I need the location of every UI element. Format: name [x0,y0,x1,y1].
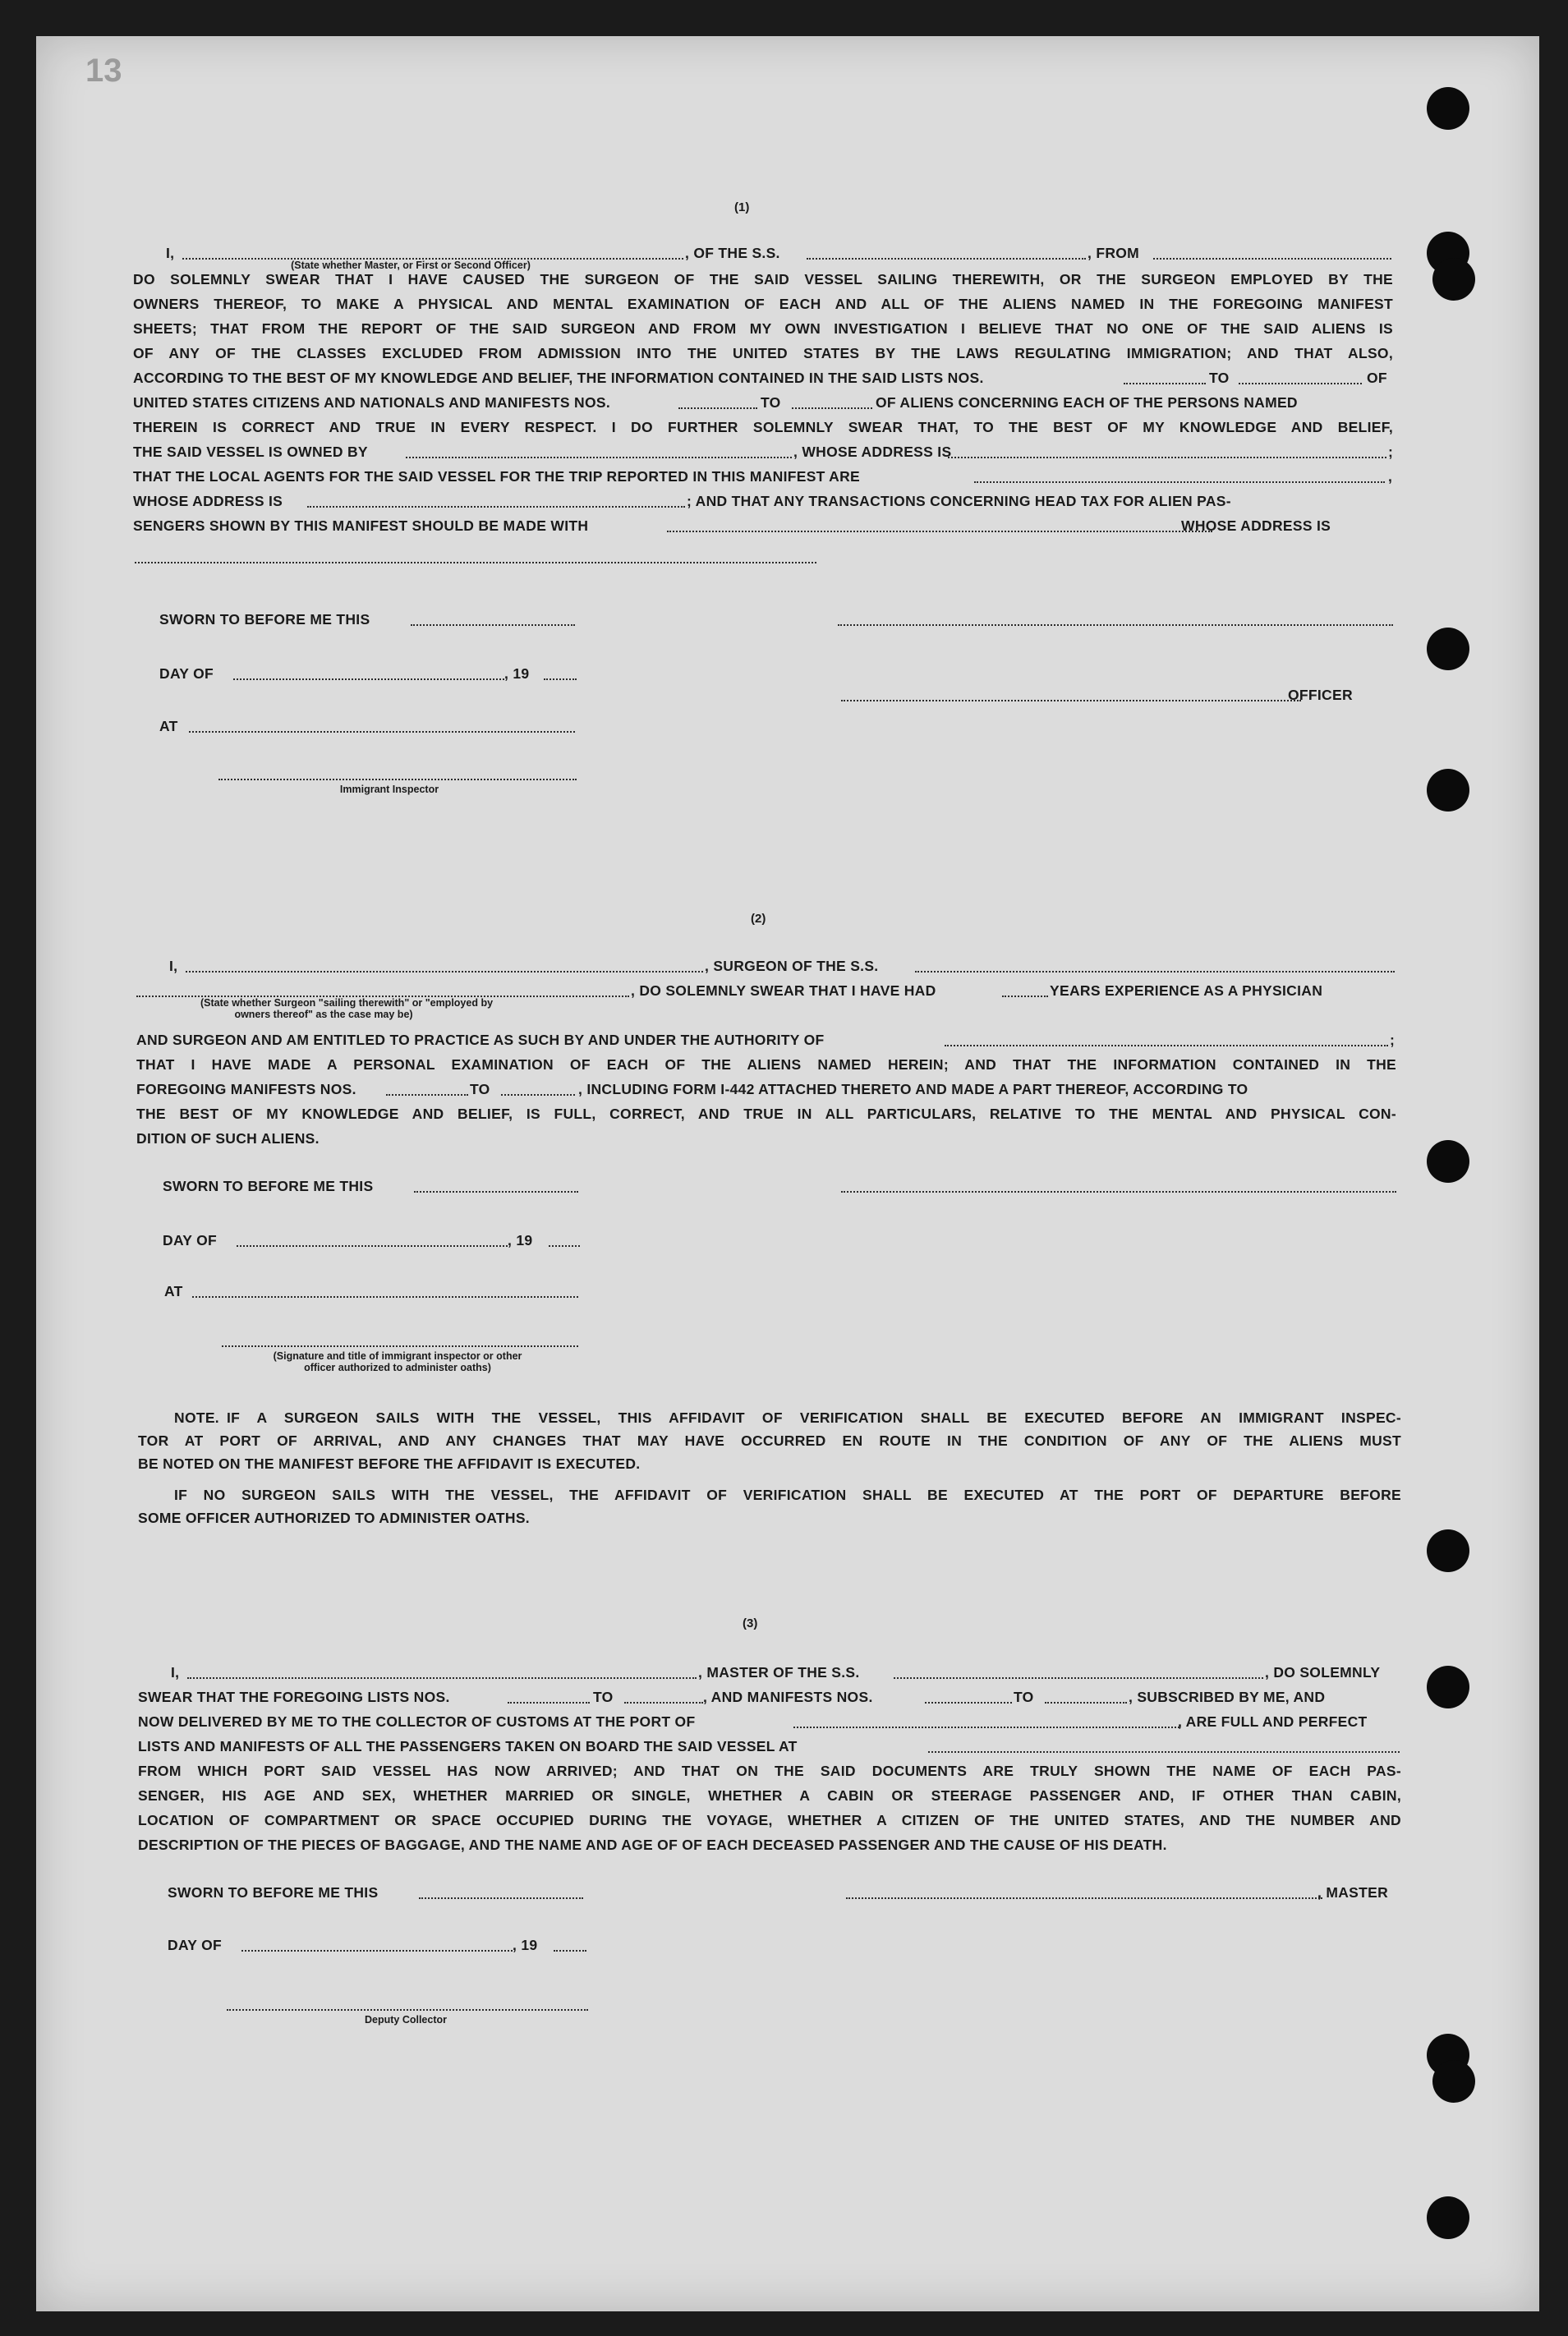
s3-text-line: DESCRIPTION OF THE PIECES OF BAGGAGE, AND THE NAME AND AGE OF OF EACH DECEASED PASSENGER AND THE CAUSE OF HIS DEATH. [138,1837,1167,1853]
s1-manifests-from-field[interactable] [678,407,757,409]
s2-day-field[interactable] [237,1245,508,1247]
s1-text-line: ACCORDING TO THE BEST OF MY KNOWLEDGE AND BELIEF, THE INFORMATION CONTAINED IN THE SAID LISTS NOS. [133,370,984,386]
s3-manifests-to-field[interactable] [1045,1702,1127,1704]
s1-year-label: , 19 [504,665,530,682]
s3-lists-to-field[interactable] [624,1702,703,1704]
s3-year-field[interactable] [554,1950,586,1952]
s3-master-field[interactable] [187,1677,697,1679]
s1-officer-sign-field[interactable] [841,700,1301,701]
s3-i-label: I, [171,1664,180,1681]
s1-text-line: WHOSE ADDRESS IS [133,493,283,509]
s3-collector-label: Deputy Collector [364,2014,447,2026]
s1-text-line: OWNERS THEREOF, TO MAKE A PHYSICAL AND MENTAL EXAMINATION OF EACH AND ALL OF THE ALIENS NAMED IN THE FOREGOING MANIFEST [133,296,1393,312]
s3-text-line: LOCATION OF COMPARTMENT OR SPACE OCCUPIED DURING THE VOYAGE, WHETHER A CITIZEN OF THE UNITED STATES, AND THE NUMBER AND [138,1812,1401,1828]
page-number-mark: 13 [85,53,122,89]
s3-ship-label: , MASTER OF THE S.S. [698,1664,860,1681]
s1-text-line: OF ANY OF THE CLASSES EXCLUDED FROM ADMISSION INTO THE UNITED STATES BY THE LAWS REGULATING IMMIGRATION; AND THAT ALSO, [133,345,1393,361]
s2-at-field[interactable] [192,1296,578,1298]
s2-manifests-from-field[interactable] [386,1094,468,1096]
s3-text-line: LISTS AND MANIFESTS OF ALL THE PASSENGERS TAKEN ON BOARD THE SAID VESSEL AT [138,1738,798,1754]
s3-text: , AND MANIFESTS NOS. [703,1689,873,1705]
s1-text-line: THAT THE LOCAL AGENTS FOR THE SAID VESSEL FOR THE TRIP REPORTED IN THIS MANIFEST ARE [133,468,861,485]
s3-master-label: , MASTER [1317,1884,1389,1901]
s3-to-label-2: TO [1014,1689,1034,1705]
s2-including-text: , INCLUDING FORM I-442 ATTACHED THERETO AND MADE A PART THEREOF, ACCORDING TO [578,1081,1248,1097]
s1-owner-address-label: , WHOSE ADDRESS IS [793,444,952,460]
s3-text-line: FROM WHICH PORT SAID VESSEL HAS NOW ARRIVED; AND THAT ON THE SAID DOCUMENTS ARE TRULY SHOWN THE NAME OF EACH PAS- [138,1763,1401,1779]
s1-officer-note: (State whether Master, or First or Second Officer) [291,260,531,271]
s2-inspector-field[interactable] [222,1345,578,1347]
s1-owner-address-field[interactable] [948,457,1386,458]
s2-at-label: AT [164,1283,183,1299]
binder-hole [1427,1529,1469,1572]
s2-note-line: IF A SURGEON SAILS WITH THE VESSEL, THIS AFFIDAVIT OF VERIFICATION SHALL BE EXECUTED BEFORE AN IMMIGRANT INSPEC- [227,1409,1401,1426]
s2-manifests-to-field[interactable] [501,1094,575,1096]
s1-at-field[interactable] [189,731,575,733]
s2-year-label: , 19 [508,1232,533,1248]
s1-text-line: SHEETS; THAT FROM THE REPORT OF THE SAID SURGEON AND FROM MY OWN INVESTIGATION I BELIEVE THAT NO ONE OF THE SAID ALIENS IS [133,320,1393,337]
s1-year-field[interactable] [544,678,577,680]
s3-collector-field[interactable] [227,2009,588,2011]
s1-comma: , [1388,468,1393,485]
s2-note-line: BE NOTED ON THE MANIFEST BEFORE THE AFFIDAVIT IS EXECUTED. [138,1455,641,1472]
s3-ship-field[interactable] [894,1677,1263,1679]
s3-day-label: DAY OF [168,1937,222,1953]
s1-to-label-2: TO [761,394,781,411]
s2-signature-note: (Signature and title of immigrant inspector or other [273,1350,522,1362]
s1-of-label: OF [1367,370,1387,386]
s3-lists-from-field[interactable] [508,1702,590,1704]
s1-head-tax-text: ; AND THAT ANY TRANSACTIONS CONCERNING HEAD TAX FOR ALIEN PAS- [687,493,1231,509]
s1-at-label: AT [159,718,178,734]
s3-text: SWEAR THAT THE FOREGOING LISTS NOS. [138,1689,450,1705]
s1-ship-label: , OF THE S.S. [685,245,780,261]
s2-day-label: DAY OF [163,1232,217,1248]
section-3-number: (3) [743,1616,758,1630]
manifest-page [36,36,1539,2311]
s1-text-line: DO SOLEMNLY SWEAR THAT I HAVE CAUSED THE SURGEON OF THE SAID VESSEL SAILING THEREWITH, OR THE SURGEON EMPLOYED BY THE [133,271,1393,287]
s2-note-label: NOTE. [174,1409,219,1426]
s1-whose-address-label: WHOSE ADDRESS IS [1181,517,1331,534]
s2-years-text: YEARS EXPERIENCE AS A PHYSICIAN [1050,982,1323,999]
s1-i-label: I, [166,245,175,261]
s1-text-line: SENGERS SHOWN BY THIS MANIFEST SHOULD BE MADE WITH [133,517,589,534]
s2-text-line: THE BEST OF MY KNOWLEDGE AND BELIEF, IS FULL, CORRECT, AND TRUE IN ALL PARTICULARS, RELATIVE TO THE MENTAL AND PHYSICAL CON- [136,1106,1396,1122]
s1-day-field[interactable] [233,678,504,680]
s3-text: NOW DELIVERED BY ME TO THE COLLECTOR OF CUSTOMS AT THE PORT OF [138,1713,696,1730]
s2-note-line: TOR AT PORT OF ARRIVAL, AND ANY CHANGES THAT MAY HAVE OCCURRED EN ROUTE IN THE CONDITION OF ANY OF THE ALIENS MUST [138,1432,1401,1449]
s2-swear-text: , DO SOLEMNLY SWEAR THAT I HAVE HAD [631,982,936,999]
binder-hole [1432,258,1475,301]
s2-semicolon: ; [1390,1032,1396,1048]
s2-sworn-label: SWORN TO BEFORE ME THIS [163,1178,374,1194]
s3-year-label: , 19 [513,1937,538,1953]
section-1-number: (1) [734,200,750,214]
binder-hole [1427,1140,1469,1183]
s2-text-line: DITION OF SUCH ALIENS. [136,1130,320,1147]
s1-owner-field[interactable] [406,457,792,458]
s1-text-line: THE SAID VESSEL IS OWNED BY [133,444,368,460]
s3-text: , SUBSCRIBED BY ME, AND [1129,1689,1326,1705]
s2-status-note: (State whether Surgeon "sailing therewith" or "employed by [200,997,494,1009]
s3-text-line: SENGER, HIS AGE AND SEX, WHETHER MARRIED OR SINGLE, WHETHER A CABIN OR STEERAGE PASSENGER AND, IF OTHER THAN CABIN, [138,1787,1401,1804]
binder-hole [1427,2196,1469,2239]
s1-day-label: DAY OF [159,665,214,682]
s1-agents-field[interactable] [974,481,1385,483]
s2-years-field[interactable] [1002,996,1048,997]
s3-master-sign-field[interactable] [846,1897,1322,1899]
s1-aliens-text: OF ALIENS CONCERNING EACH OF THE PERSONS NAMED [876,394,1298,411]
s1-agents-address-field[interactable] [307,506,685,508]
s1-head-tax-field[interactable] [667,531,1212,532]
s3-sworn-field[interactable] [419,1897,583,1899]
s2-text-line: THAT I HAVE MADE A PERSONAL EXAMINATION OF EACH OF THE ALIENS NAMED HEREIN; AND THAT THE INFORMATION CONTAINED IN THE [136,1056,1396,1073]
s2-para-line: IF NO SURGEON SAILS WITH THE VESSEL, THE AFFIDAVIT OF VERIFICATION SHALL BE EXECUTED AT THE PORT OF DEPARTURE BEFORE [174,1487,1401,1503]
s2-signature-note: officer authorized to administer oaths) [304,1362,491,1373]
s1-text-line: UNITED STATES CITIZENS AND NATIONALS AND MANIFESTS NOS. [133,394,611,411]
binder-hole [1427,628,1469,670]
s1-manifests-to-field[interactable] [792,407,872,409]
s2-text-line: FOREGOING MANIFESTS NOS. [136,1081,356,1097]
s2-to-label: TO [470,1081,490,1097]
s2-text-line: AND SURGEON AND AM ENTITLED TO PRACTICE AS SUCH BY AND UNDER THE AUTHORITY OF [136,1032,825,1048]
s3-port-field[interactable] [793,1727,1179,1728]
s3-text: , ARE FULL AND PERFECT [1178,1713,1368,1730]
binder-hole [1427,1666,1469,1708]
s1-inspector-field[interactable] [218,779,577,780]
s2-para-line: SOME OFFICER AUTHORIZED TO ADMINISTER OATHS. [138,1510,530,1526]
s1-signature-field[interactable] [838,624,1393,626]
s3-sworn-label: SWORN TO BEFORE ME THIS [168,1884,379,1901]
s1-inspector-label: Immigrant Inspector [339,784,439,795]
s2-surgeon-field[interactable] [186,971,703,973]
s1-text-line: THEREIN IS CORRECT AND TRUE IN EVERY RESPECT. I DO FURTHER SOLEMNLY SWEAR THAT, TO THE BEST OF MY KNOWLEDGE AND BELIEF, [133,419,1393,435]
s2-ship-field[interactable] [915,971,1395,973]
s3-solemnly-label: , DO SOLEMNLY [1265,1664,1381,1681]
s1-to-label: TO [1209,370,1230,386]
binder-hole [1427,87,1469,130]
s3-boarding-port-field[interactable] [928,1751,1400,1753]
s1-sworn-label: SWORN TO BEFORE ME THIS [159,611,370,628]
s1-semicolon: ; [1388,444,1394,460]
s3-day-field[interactable] [241,1950,513,1952]
s1-head-tax-address-field[interactable] [135,562,816,563]
s1-lists-from-field[interactable] [1124,383,1206,384]
section-2-number: (2) [751,912,766,926]
s2-status-note: owners thereof" as the case may be) [234,1009,413,1020]
s1-from-label: , FROM [1087,245,1140,261]
s1-from-field[interactable] [1153,258,1391,260]
binder-hole [1432,2060,1475,2103]
s2-authority-field[interactable] [945,1045,1388,1046]
s1-officer-label: OFFICER [1288,687,1353,703]
s2-year-field[interactable] [549,1245,580,1247]
s3-to-label: TO [593,1689,614,1705]
s1-ship-field[interactable] [807,258,1086,260]
s1-lists-to-field[interactable] [1239,383,1362,384]
s2-sworn-field[interactable] [414,1191,578,1193]
s2-ship-label: , SURGEON OF THE S.S. [705,958,879,974]
binder-hole [1427,769,1469,812]
s2-signature-field[interactable] [841,1191,1396,1193]
s1-sworn-field[interactable] [411,624,575,626]
s2-i-label: I, [169,958,178,974]
s3-manifests-from-field[interactable] [925,1702,1012,1704]
